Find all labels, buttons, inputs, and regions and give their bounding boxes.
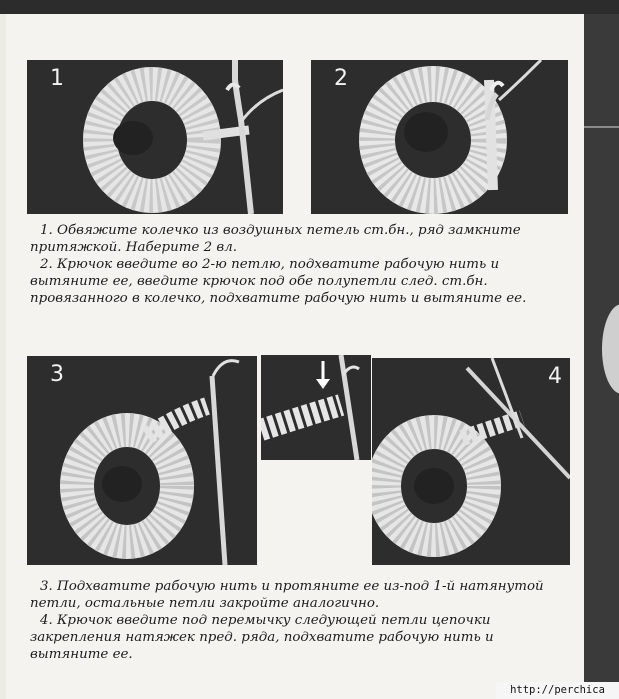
- caption-block-1: [30, 222, 570, 307]
- arrow-down-icon: [316, 361, 330, 389]
- crescent-icon: [35, 364, 49, 386]
- photo-detail-inset: [258, 352, 374, 463]
- edge-rule: [584, 126, 619, 128]
- adjacent-page-edge: [584, 14, 619, 699]
- step-number: 1: [50, 66, 64, 91]
- caption-step-1: 1. Обвяжите колечко из воздушных петель ст.бн., ряд замкните притяжкой. Наберите 2 вл.: [30, 223, 521, 255]
- source-url[interactable]: http://perchica: [496, 682, 619, 699]
- step-badge-2: [319, 66, 348, 91]
- top-dark-strip: [0, 0, 619, 14]
- crescent-icon: [35, 68, 49, 90]
- caption-step-3: 3. Подхватите рабочую нить и протяните ее из-под 1-й натянутой петли, остальные петли закройте аналогично.: [30, 579, 544, 611]
- step-badge-1: [35, 66, 64, 91]
- crescent-icon: [533, 366, 547, 388]
- step-number: 4: [548, 364, 562, 389]
- crescent-icon: [319, 68, 333, 90]
- photo-step-2: [311, 60, 568, 214]
- caption-block-2: [30, 578, 570, 663]
- edge-motif: [602, 304, 619, 394]
- photo-step-3: [27, 356, 257, 565]
- photo-step-1: [27, 60, 283, 214]
- caption-step-2: 2. Крючок введите во 2-ю петлю, подхватите рабочую нить и вытяните ее, введите крючок под обе полупетли след. ст.бн. провязанного в колечко, подхватите рабочую нить и вытяните ее.: [30, 257, 527, 306]
- photo-step-4: [372, 358, 570, 565]
- step-number: 2: [334, 66, 348, 91]
- step-number: 3: [50, 362, 64, 387]
- step-badge-3: [35, 362, 64, 387]
- step-badge-4: [533, 364, 562, 389]
- caption-step-4: 4. Крючок введите под перемычку следующей петли цепочки закрепления натяжек пред. ряда, подхватите рабочую нить и вытяните ее.: [30, 613, 494, 662]
